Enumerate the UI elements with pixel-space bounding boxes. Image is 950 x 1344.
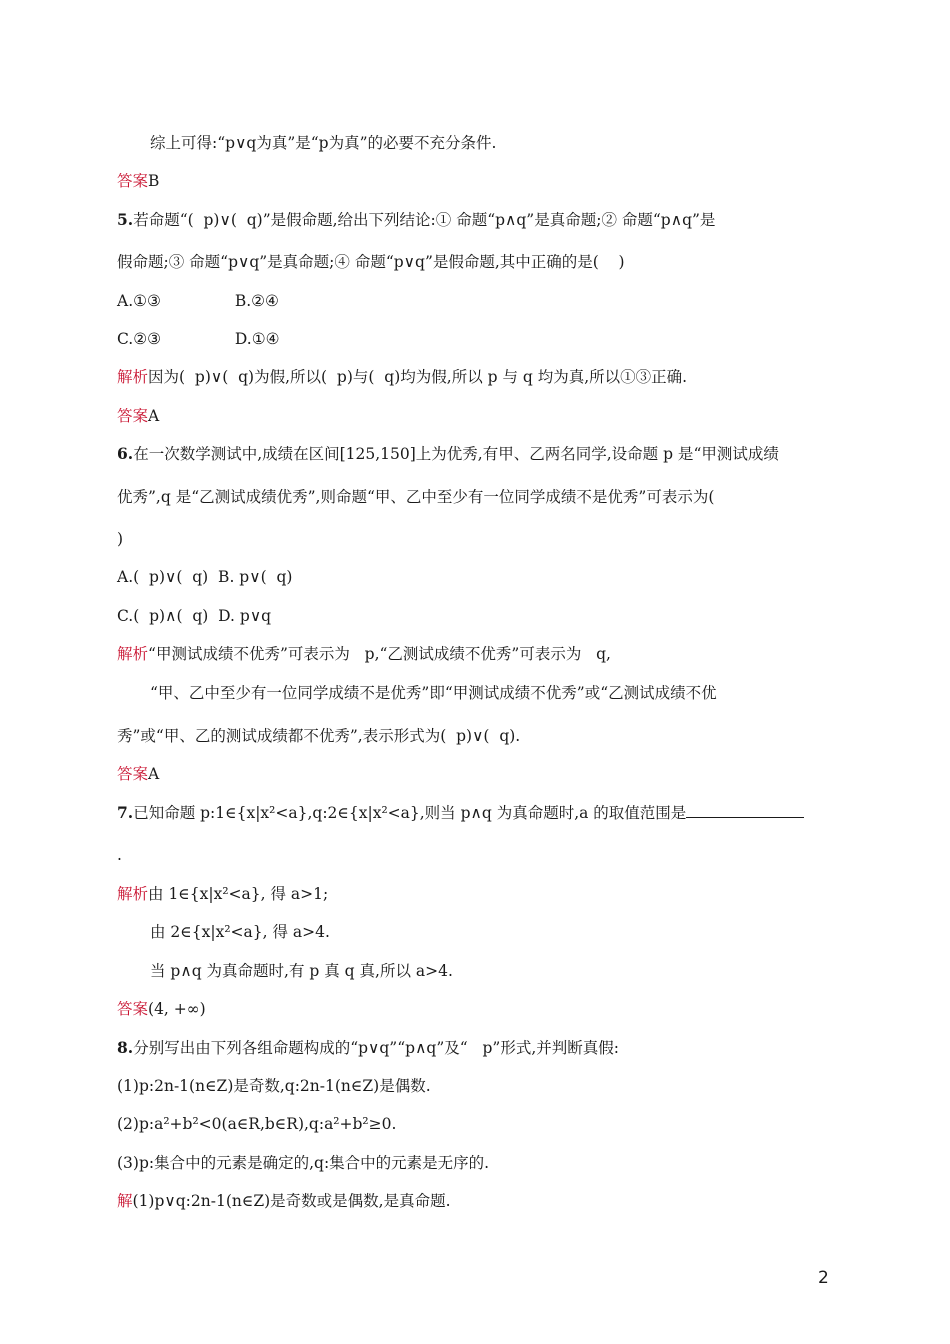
solution-label: 解 (117, 1192, 133, 1210)
answer-line: 答案(4, +∞) (117, 1000, 206, 1018)
answer-label: 答案 (117, 1000, 149, 1018)
text-line: 假命题;③ 命题“p∨q”是真命题;④ 命题“p∨q”是假命题,其中正确的是( ) (117, 253, 625, 271)
solution-line: 解(1)p∨q:2n-1(n∈Z)是奇数或是偶数,是真命题. (117, 1192, 451, 1210)
analysis-label: 解析 (117, 645, 149, 663)
answer-line: 答案A (117, 765, 160, 783)
text-line: ) (117, 530, 124, 548)
analysis-label: 解析 (117, 368, 149, 386)
text-line: 秀”或“甲、乙的测试成绩都不优秀”,表示形式为( p)∨( q). (117, 727, 521, 745)
text-line: 当 p∧q 为真命题时,有 p 真 q 真,所以 a>4. (150, 962, 453, 980)
answer-label: 答案 (117, 407, 149, 425)
answer-line: 答案B (117, 172, 160, 190)
analysis-line: 解析“甲测试成绩不优秀”可表示为 p,“乙测试成绩不优秀”可表示为 q, (117, 645, 611, 663)
text-line: 综上可得:“p∨q为真”是“p为真”的必要不充分条件. (150, 134, 497, 152)
text-line: (1)p:2n-1(n∈Z)是奇数,q:2n-1(n∈Z)是偶数. (117, 1077, 431, 1095)
page-number: 2 (818, 1268, 829, 1288)
option-line: A.( p)∨( q) B. p∨( q) (117, 568, 293, 586)
analysis-line: 解析因为( p)∨( q)为假,所以( p)与( q)均为假,所以 p 与 q 均为真,所以①③正确. (117, 368, 688, 386)
text-line: . (117, 846, 122, 864)
question-8: 8.分别写出由下列各组命题构成的“p∨q”“p∧q”及“ p”形式,并判断真假: (117, 1038, 619, 1057)
text-line: (2)p:a²+b²<0(a∈R,b∈R),q:a²+b²≥0. (117, 1115, 397, 1133)
text-line: 优秀”,q 是“乙测试成绩优秀”,则命题“甲、乙中至少有一位同学成绩不是优秀”可表示为( (117, 488, 715, 506)
answer-line: 答案A (117, 407, 160, 425)
text-line: “甲、乙中至少有一位同学成绩不是优秀”即“甲测试成绩不优秀”或“乙测试成绩不优 (150, 684, 717, 702)
option-line: A.①③ B.②④ (117, 292, 279, 310)
answer-label: 答案 (117, 172, 149, 190)
question-7: 7.已知命题 p:1∈{x|x²<a},q:2∈{x|x²<a},则当 p∧q 为真命题时,a 的取值范围是 (117, 803, 804, 823)
analysis-label: 解析 (117, 885, 149, 903)
answer-blank (686, 803, 804, 818)
question-5: 5.若命题“( p)∨( q)”是假命题,给出下列结论:① 命题“p∧q”是真命题;② 命题“p∧q”是 (117, 210, 716, 229)
option-line: C.( p)∧( q) D. p∨q (117, 607, 272, 625)
analysis-line: 解析由 1∈{x|x²<a}, 得 a>1; (117, 885, 329, 903)
question-6: 6.在一次数学测试中,成绩在区间[125,150]上为优秀,有甲、乙两名同学,设命题 p 是“甲测试成绩 (117, 444, 779, 463)
answer-label: 答案 (117, 765, 149, 783)
text-line: (3)p:集合中的元素是确定的,q:集合中的元素是无序的. (117, 1154, 490, 1172)
option-line: C.②③ D.①④ (117, 330, 280, 348)
text-line: 由 2∈{x|x²<a}, 得 a>4. (150, 923, 330, 941)
